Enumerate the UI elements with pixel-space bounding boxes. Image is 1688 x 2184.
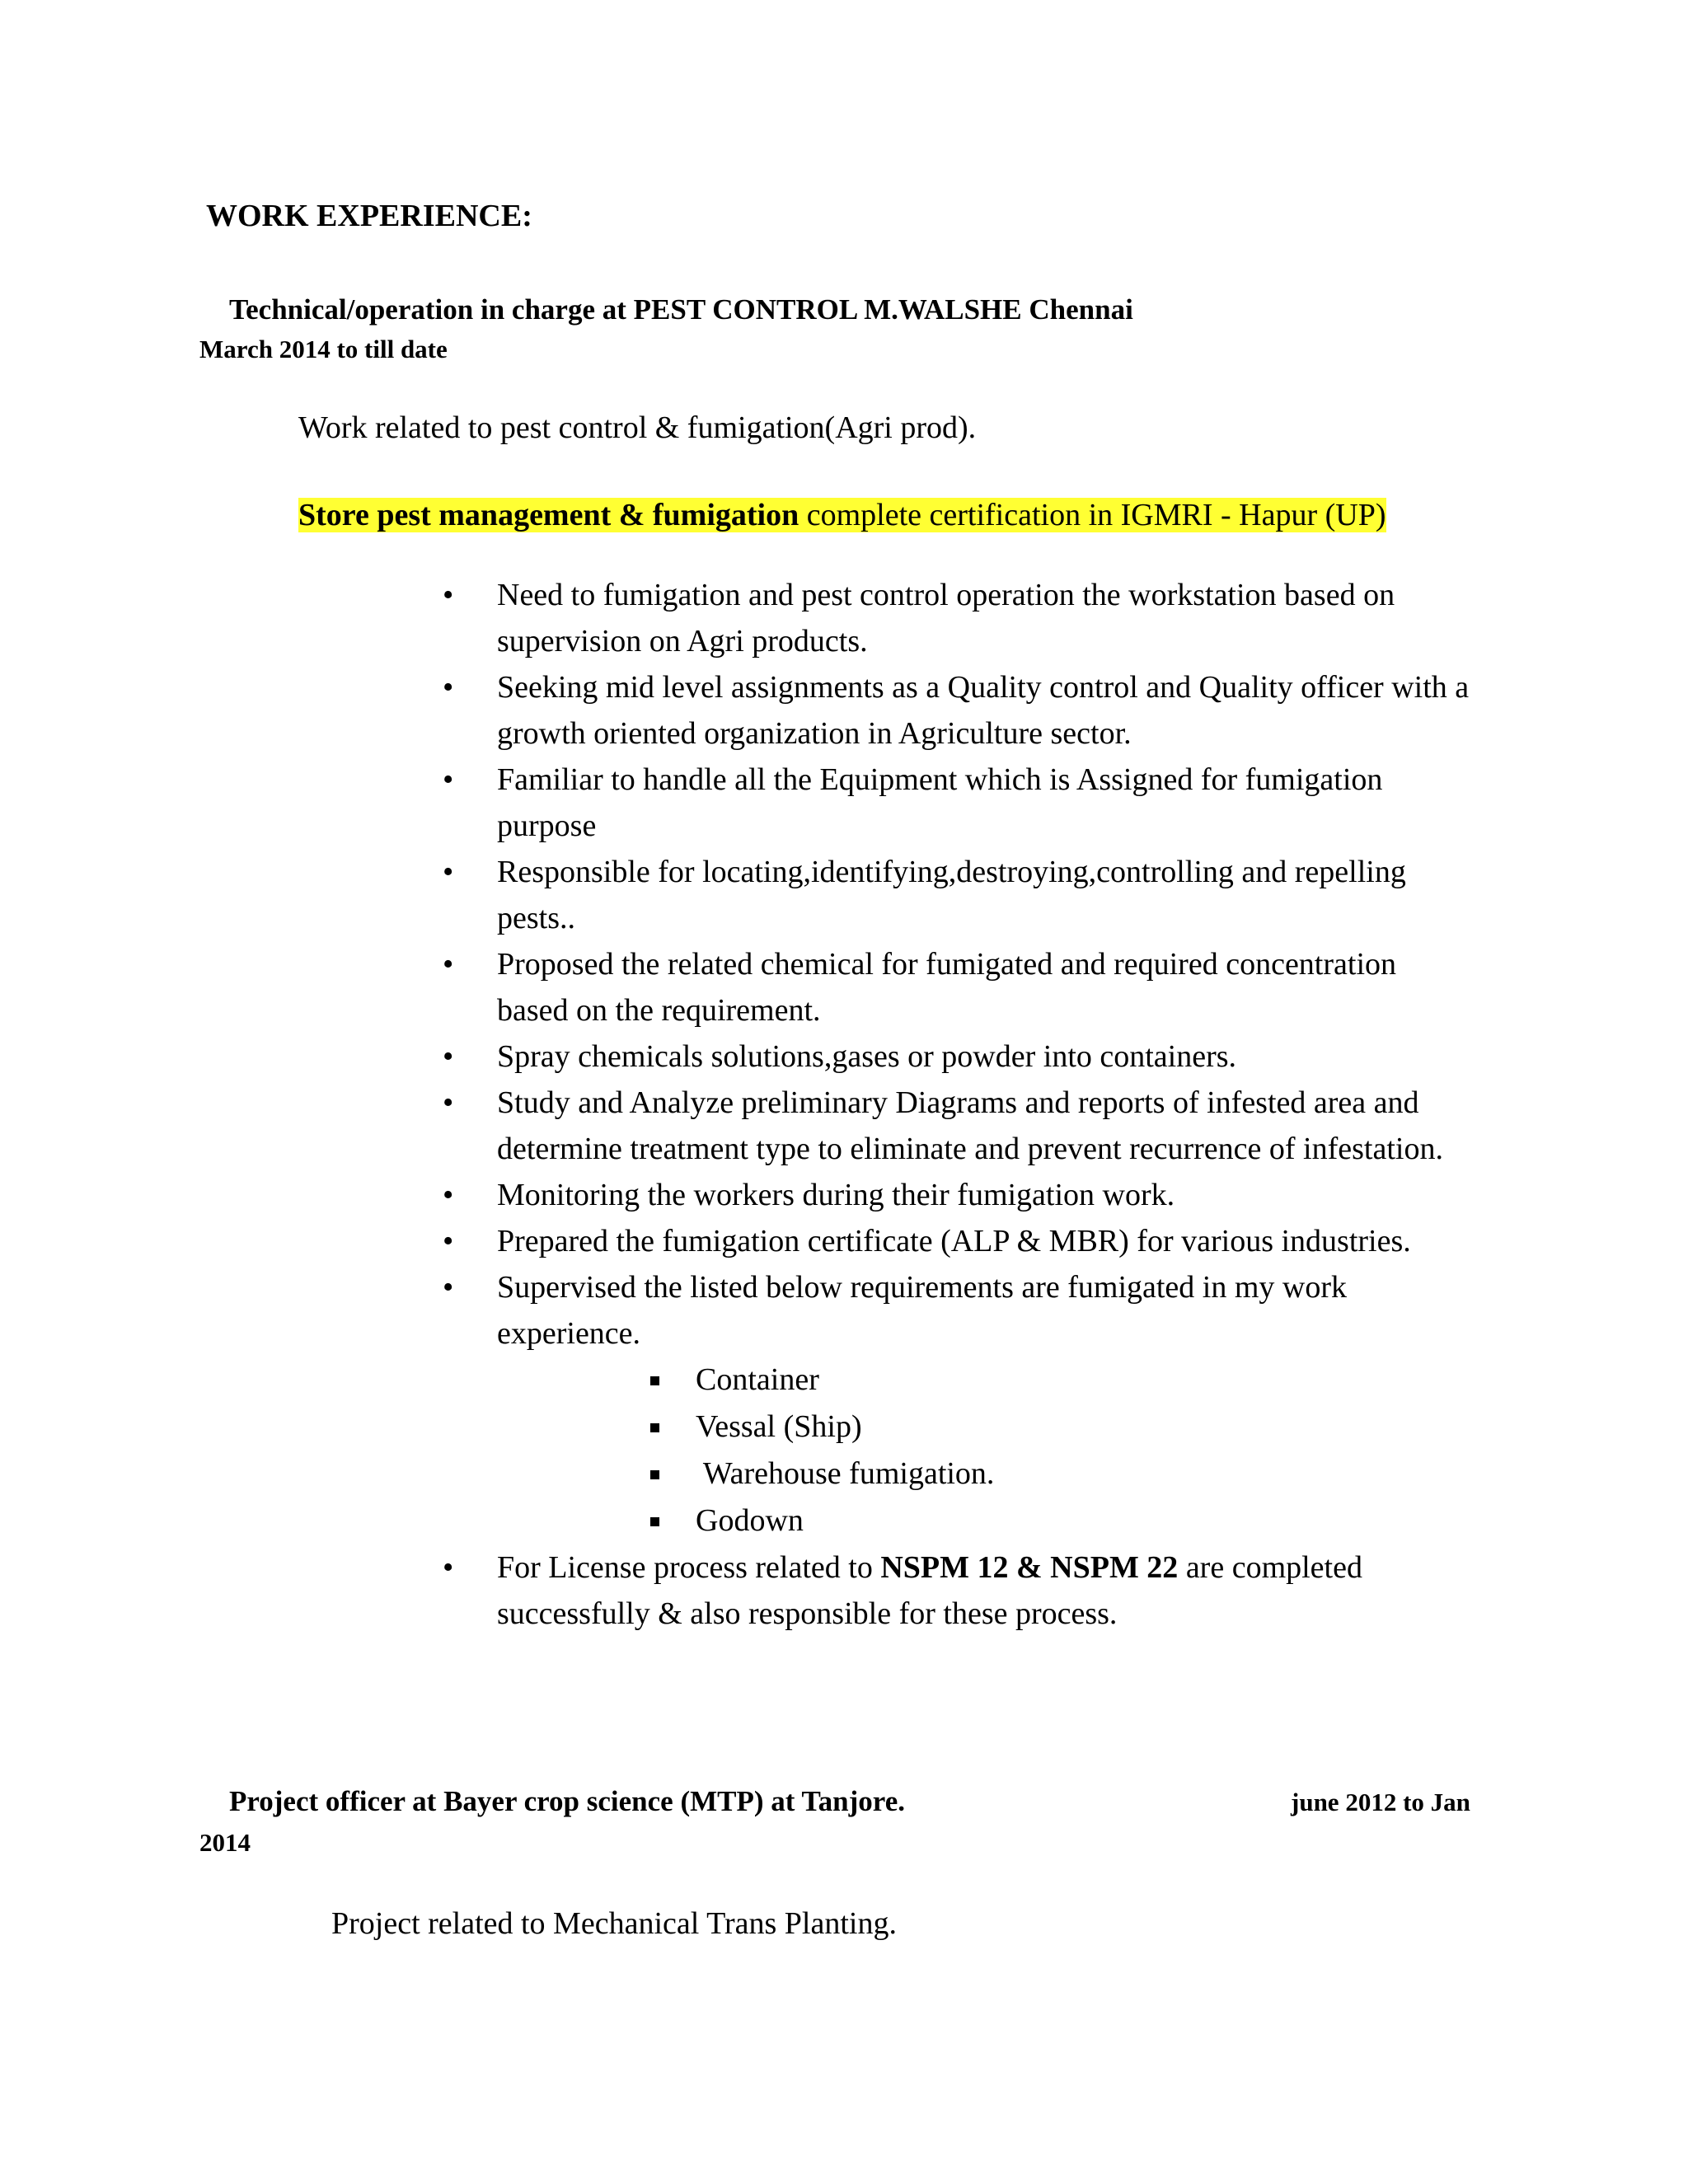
job2-date-end: 2014 — [199, 1828, 251, 1857]
job1-title: Technical/operation in charge at PEST CONTROL M.WALSHE Chennai — [229, 293, 1133, 326]
sub-list-item: Godown — [497, 1497, 1445, 1544]
job1-bullet-list — [497, 572, 1486, 1637]
job1-date: March 2014 to till date — [199, 335, 448, 363]
list-item: • Study and Analyze preliminary Diagrams and reports of infested area and determine treatment type to eliminate and prevent recurrence of infestation. — [497, 1080, 1470, 1172]
license-bold: NSPM 12 & NSPM 22 — [880, 1550, 1179, 1585]
list-item: • Prepared the fumigation certificate (ALP & MBR) for various industries. — [497, 1218, 1486, 1264]
list-item: • Responsible for locating,identifying,destroying,controlling and repelling pests.. — [497, 849, 1470, 941]
sub-list-item: Container — [497, 1357, 1445, 1404]
list-item: • Need to fumigation and pest control operation the workstation based on supervision on Agri products. — [497, 572, 1470, 664]
job2-date-start: june 2012 to Jan — [1291, 1788, 1470, 1816]
license-post: are completed successfully & also responsible for these process. — [497, 1550, 1362, 1631]
certification-rest: complete certification in IGMRI - Hapur (UP) — [799, 498, 1386, 532]
list-item-text: Supervised the listed below requirements are fumigated in my work experience. — [497, 1270, 1348, 1351]
list-item: • Seeking mid level assignments as a Quality control and Quality officer with a growth oriented organization in Agriculture sector. — [497, 664, 1470, 757]
license-pre: For License process related to — [497, 1550, 881, 1585]
list-item: • Spray chemicals solutions,gases or powder into containers. — [497, 1033, 1470, 1080]
job2-summary: Project related to Mechanical Trans Planting. — [331, 1906, 897, 1941]
job1-certification — [298, 497, 1386, 533]
list-item — [497, 1264, 1445, 1544]
list-item: • Proposed the related chemical for fumigated and required concentration based on the requirement. — [497, 941, 1470, 1033]
sub-list — [0, 1357, 1445, 1544]
list-item — [497, 1544, 1470, 1637]
sub-list-item: Warehouse fumigation. — [497, 1451, 1445, 1497]
list-item: • Familiar to handle all the Equipment which is Assigned for fumigation purpose — [497, 757, 1445, 849]
section-heading: WORK EXPERIENCE: — [206, 199, 532, 233]
certification-bold: Store pest management & fumigation — [298, 498, 799, 532]
list-item: • Monitoring the workers during their fumigation work. — [497, 1172, 1470, 1218]
sub-list-item: Vessal (Ship) — [497, 1404, 1445, 1451]
job1-summary: Work related to pest control & fumigation(Agri prod). — [298, 410, 977, 445]
job2-title: Project officer at Bayer crop science (MTP) at Tanjore. — [229, 1785, 905, 1817]
